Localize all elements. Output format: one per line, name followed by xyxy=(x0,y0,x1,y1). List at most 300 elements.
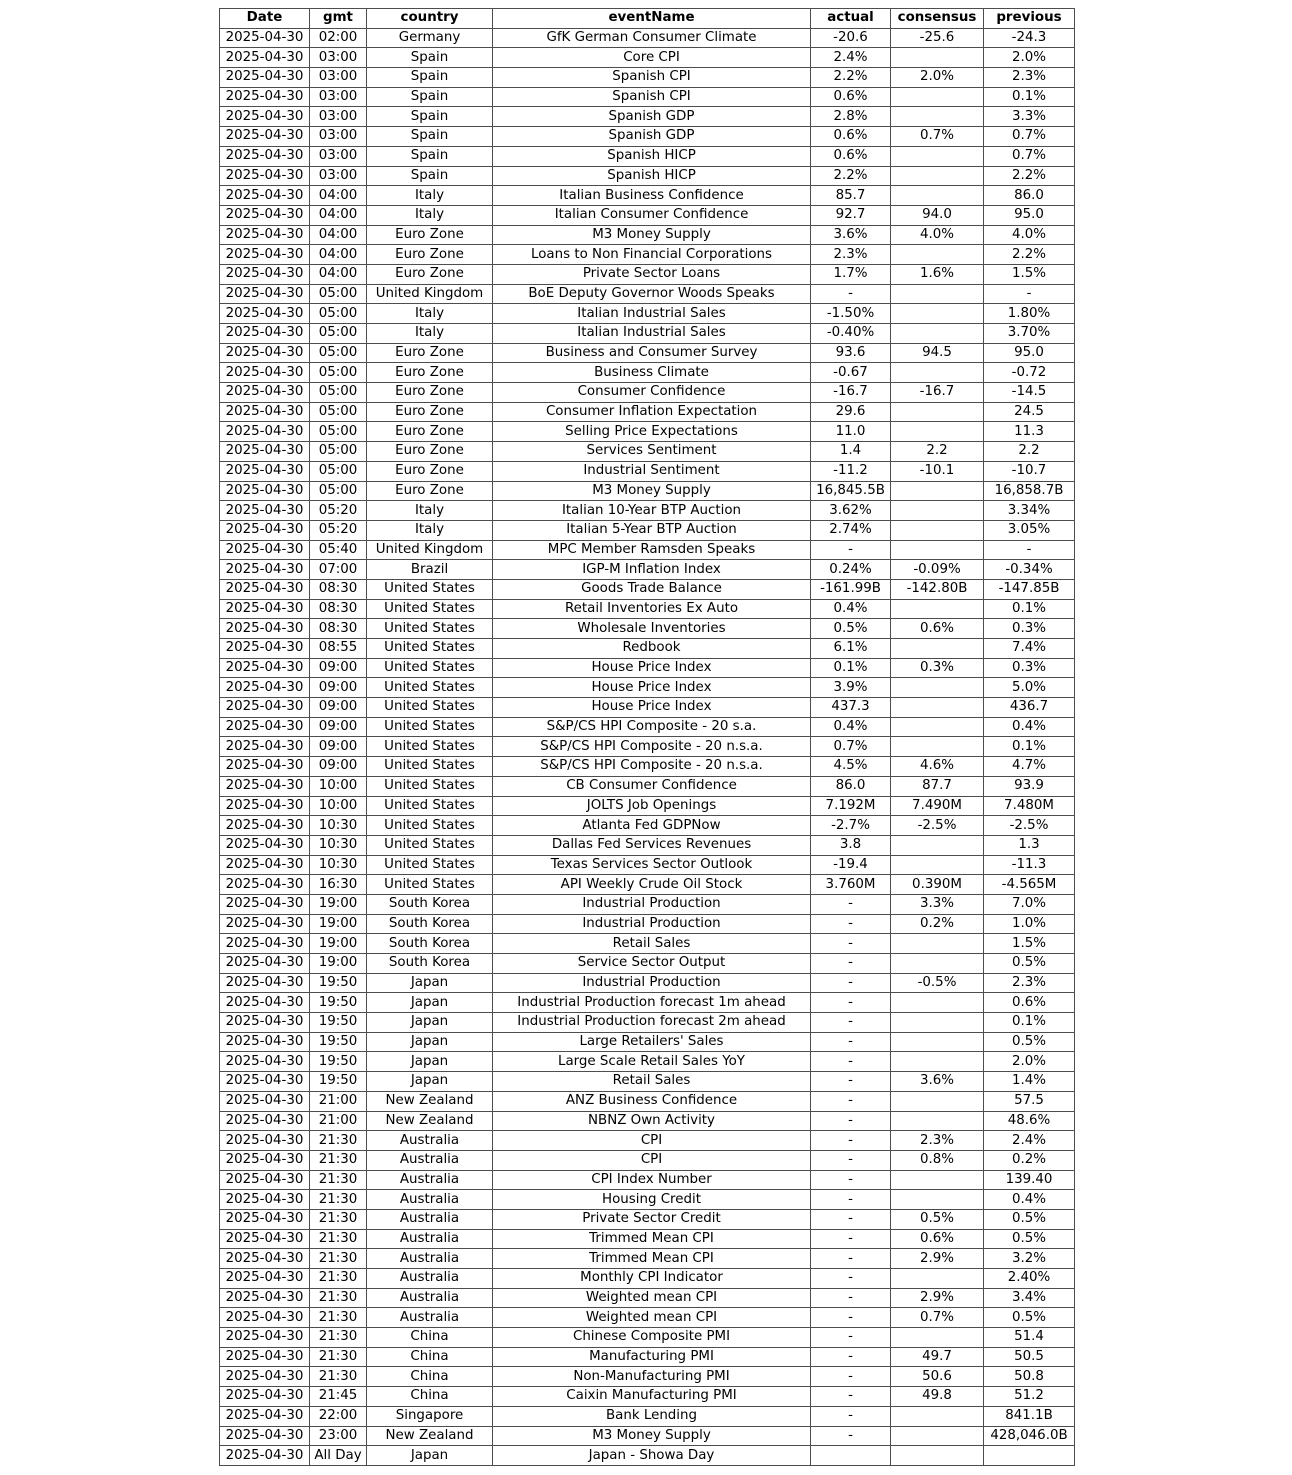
consensus-cell xyxy=(891,1446,984,1466)
gmt-cell: 05:20 xyxy=(310,520,367,540)
table-row xyxy=(220,324,1075,344)
previous-cell: 11.3 xyxy=(984,422,1075,442)
previous-cell: 0.5% xyxy=(984,1308,1075,1328)
previous-cell: 2.0% xyxy=(984,48,1075,68)
country-cell: Japan xyxy=(367,1013,493,1033)
previous-cell: 7.480M xyxy=(984,796,1075,816)
consensus-cell xyxy=(891,146,984,166)
header-actual: actual xyxy=(811,9,891,29)
table-row xyxy=(220,225,1075,245)
country-cell: South Korea xyxy=(367,914,493,934)
country-cell: Spain xyxy=(367,68,493,88)
actual-cell: - xyxy=(811,1052,891,1072)
event-name-cell: CPI xyxy=(493,1131,811,1151)
previous-cell: -11.3 xyxy=(984,855,1075,875)
event-name-cell: Spanish HICP xyxy=(493,166,811,186)
event-name-cell: M3 Money Supply xyxy=(493,481,811,501)
gmt-cell: 05:00 xyxy=(310,461,367,481)
country-cell: South Korea xyxy=(367,954,493,974)
gmt-cell: 05:00 xyxy=(310,343,367,363)
date-cell: 2025-04-30 xyxy=(220,835,310,855)
consensus-cell xyxy=(891,1032,984,1052)
gmt-cell: 07:00 xyxy=(310,560,367,580)
table-row xyxy=(220,776,1075,796)
table-row xyxy=(220,1288,1075,1308)
event-name-cell: Retail Sales xyxy=(493,1072,811,1092)
actual-cell: - xyxy=(811,1269,891,1289)
consensus-cell xyxy=(891,1426,984,1446)
table-row xyxy=(220,698,1075,718)
table-row xyxy=(220,107,1075,127)
country-cell: Germany xyxy=(367,28,493,48)
actual-cell: 29.6 xyxy=(811,402,891,422)
event-name-cell: IGP-M Inflation Index xyxy=(493,560,811,580)
gmt-cell: 21:45 xyxy=(310,1387,367,1407)
gmt-cell: 03:00 xyxy=(310,146,367,166)
actual-cell: 3.62% xyxy=(811,501,891,521)
event-name-cell: Non-Manufacturing PMI xyxy=(493,1367,811,1387)
date-cell: 2025-04-30 xyxy=(220,757,310,777)
date-cell: 2025-04-30 xyxy=(220,166,310,186)
actual-cell: - xyxy=(811,973,891,993)
gmt-cell: 05:00 xyxy=(310,402,367,422)
country-cell: United States xyxy=(367,855,493,875)
consensus-cell: 50.6 xyxy=(891,1367,984,1387)
table-row xyxy=(220,599,1075,619)
actual-cell: - xyxy=(811,1170,891,1190)
consensus-cell: 7.490M xyxy=(891,796,984,816)
event-name-cell: Private Sector Loans xyxy=(493,264,811,284)
consensus-cell xyxy=(891,304,984,324)
consensus-cell: 0.7% xyxy=(891,127,984,147)
actual-cell: - xyxy=(811,1229,891,1249)
event-name-cell: API Weekly Crude Oil Stock xyxy=(493,875,811,895)
table-row xyxy=(220,894,1075,914)
date-cell: 2025-04-30 xyxy=(220,658,310,678)
event-name-cell: Service Sector Output xyxy=(493,954,811,974)
country-cell: Spain xyxy=(367,166,493,186)
gmt-cell: All Day xyxy=(310,1446,367,1466)
actual-cell: 11.0 xyxy=(811,422,891,442)
country-cell: Italy xyxy=(367,324,493,344)
event-name-cell: CPI xyxy=(493,1150,811,1170)
consensus-cell xyxy=(891,698,984,718)
consensus-cell xyxy=(891,1052,984,1072)
actual-cell: 1.7% xyxy=(811,264,891,284)
table-row xyxy=(220,757,1075,777)
country-cell: United States xyxy=(367,717,493,737)
date-cell: 2025-04-30 xyxy=(220,481,310,501)
date-cell: 2025-04-30 xyxy=(220,186,310,206)
gmt-cell: 19:00 xyxy=(310,914,367,934)
event-name-cell: Industrial Production xyxy=(493,894,811,914)
country-cell: Japan xyxy=(367,993,493,1013)
date-cell: 2025-04-30 xyxy=(220,520,310,540)
previous-cell: 0.2% xyxy=(984,1150,1075,1170)
country-cell: United States xyxy=(367,875,493,895)
gmt-cell: 05:00 xyxy=(310,442,367,462)
gmt-cell: 09:00 xyxy=(310,698,367,718)
gmt-cell: 03:00 xyxy=(310,127,367,147)
date-cell: 2025-04-30 xyxy=(220,973,310,993)
event-name-cell: Italian 10-Year BTP Auction xyxy=(493,501,811,521)
previous-cell: 4.7% xyxy=(984,757,1075,777)
table-row xyxy=(220,363,1075,383)
consensus-cell: 0.8% xyxy=(891,1150,984,1170)
previous-cell: 3.2% xyxy=(984,1249,1075,1269)
table-row xyxy=(220,245,1075,265)
date-cell: 2025-04-30 xyxy=(220,1170,310,1190)
date-cell: 2025-04-30 xyxy=(220,1131,310,1151)
table-row xyxy=(220,934,1075,954)
table-row xyxy=(220,1308,1075,1328)
table-row xyxy=(220,579,1075,599)
event-name-cell: Dallas Fed Services Revenues xyxy=(493,835,811,855)
actual-cell: - xyxy=(811,1426,891,1446)
country-cell: United States xyxy=(367,639,493,659)
date-cell: 2025-04-30 xyxy=(220,619,310,639)
table-row xyxy=(220,678,1075,698)
table-row xyxy=(220,284,1075,304)
actual-cell: 85.7 xyxy=(811,186,891,206)
gmt-cell: 09:00 xyxy=(310,658,367,678)
country-cell: United States xyxy=(367,579,493,599)
previous-cell: 428,046.0B xyxy=(984,1426,1075,1446)
actual-cell: -2.7% xyxy=(811,816,891,836)
country-cell: South Korea xyxy=(367,894,493,914)
consensus-cell xyxy=(891,1091,984,1111)
date-cell: 2025-04-30 xyxy=(220,1367,310,1387)
country-cell: Japan xyxy=(367,1446,493,1466)
consensus-cell: 87.7 xyxy=(891,776,984,796)
event-name-cell: GfK German Consumer Climate xyxy=(493,28,811,48)
gmt-cell: 21:30 xyxy=(310,1249,367,1269)
actual-cell: - xyxy=(811,1150,891,1170)
date-cell: 2025-04-30 xyxy=(220,304,310,324)
actual-cell: - xyxy=(811,934,891,954)
date-cell: 2025-04-30 xyxy=(220,225,310,245)
country-cell: Spain xyxy=(367,87,493,107)
event-name-cell: NBNZ Own Activity xyxy=(493,1111,811,1131)
header-previous: previous xyxy=(984,9,1075,29)
table-row xyxy=(220,127,1075,147)
gmt-cell: 21:30 xyxy=(310,1308,367,1328)
table-row xyxy=(220,28,1075,48)
actual-cell: - xyxy=(811,1367,891,1387)
gmt-cell: 23:00 xyxy=(310,1426,367,1446)
table-row xyxy=(220,1269,1075,1289)
date-cell: 2025-04-30 xyxy=(220,560,310,580)
consensus-cell: 94.5 xyxy=(891,343,984,363)
country-cell: Spain xyxy=(367,107,493,127)
date-cell: 2025-04-30 xyxy=(220,954,310,974)
actual-cell: -161.99B xyxy=(811,579,891,599)
previous-cell: -10.7 xyxy=(984,461,1075,481)
gmt-cell: 03:00 xyxy=(310,48,367,68)
date-cell: 2025-04-30 xyxy=(220,205,310,225)
event-name-cell: M3 Money Supply xyxy=(493,225,811,245)
event-name-cell: Bank Lending xyxy=(493,1406,811,1426)
actual-cell: -1.50% xyxy=(811,304,891,324)
consensus-cell: 0.7% xyxy=(891,1308,984,1328)
gmt-cell: 04:00 xyxy=(310,245,367,265)
actual-cell: 2.2% xyxy=(811,166,891,186)
gmt-cell: 03:00 xyxy=(310,166,367,186)
table-row xyxy=(220,186,1075,206)
consensus-cell xyxy=(891,186,984,206)
previous-cell: 1.80% xyxy=(984,304,1075,324)
table-row xyxy=(220,1328,1075,1348)
previous-cell: 0.1% xyxy=(984,1013,1075,1033)
country-cell: United States xyxy=(367,757,493,777)
date-cell: 2025-04-30 xyxy=(220,127,310,147)
consensus-cell xyxy=(891,934,984,954)
event-name-cell: Weighted mean CPI xyxy=(493,1308,811,1328)
previous-cell: 7.0% xyxy=(984,894,1075,914)
table-row xyxy=(220,993,1075,1013)
country-cell: Australia xyxy=(367,1269,493,1289)
date-cell: 2025-04-30 xyxy=(220,894,310,914)
header-event-name: eventName xyxy=(493,9,811,29)
date-cell: 2025-04-30 xyxy=(220,1249,310,1269)
table-row xyxy=(220,1170,1075,1190)
country-cell: New Zealand xyxy=(367,1111,493,1131)
actual-cell: 2.2% xyxy=(811,68,891,88)
actual-cell: 6.1% xyxy=(811,639,891,659)
event-name-cell: Business and Consumer Survey xyxy=(493,343,811,363)
previous-cell: -0.34% xyxy=(984,560,1075,580)
date-cell: 2025-04-30 xyxy=(220,442,310,462)
gmt-cell: 21:30 xyxy=(310,1131,367,1151)
country-cell: Euro Zone xyxy=(367,442,493,462)
gmt-cell: 08:30 xyxy=(310,599,367,619)
country-cell: Singapore xyxy=(367,1406,493,1426)
date-cell: 2025-04-30 xyxy=(220,540,310,560)
event-name-cell: Selling Price Expectations xyxy=(493,422,811,442)
previous-cell: 24.5 xyxy=(984,402,1075,422)
consensus-cell: 49.7 xyxy=(891,1347,984,1367)
country-cell: Australia xyxy=(367,1288,493,1308)
date-cell: 2025-04-30 xyxy=(220,402,310,422)
table-row xyxy=(220,954,1075,974)
consensus-cell xyxy=(891,107,984,127)
gmt-cell: 19:50 xyxy=(310,1052,367,1072)
previous-cell: 0.3% xyxy=(984,658,1075,678)
previous-cell: 1.4% xyxy=(984,1072,1075,1092)
table-row xyxy=(220,1150,1075,1170)
previous-cell: 95.0 xyxy=(984,205,1075,225)
table-row xyxy=(220,658,1075,678)
consensus-cell xyxy=(891,540,984,560)
date-cell: 2025-04-30 xyxy=(220,87,310,107)
previous-cell: 4.0% xyxy=(984,225,1075,245)
previous-cell: 1.5% xyxy=(984,264,1075,284)
date-cell: 2025-04-30 xyxy=(220,776,310,796)
country-cell: Italy xyxy=(367,520,493,540)
country-cell: South Korea xyxy=(367,934,493,954)
country-cell: United States xyxy=(367,816,493,836)
event-name-cell: Redbook xyxy=(493,639,811,659)
date-cell: 2025-04-30 xyxy=(220,324,310,344)
previous-cell: 0.3% xyxy=(984,619,1075,639)
gmt-cell: 05:00 xyxy=(310,481,367,501)
gmt-cell: 10:00 xyxy=(310,796,367,816)
actual-cell: -0.40% xyxy=(811,324,891,344)
country-cell: Italy xyxy=(367,205,493,225)
gmt-cell: 03:00 xyxy=(310,107,367,127)
previous-cell: 3.3% xyxy=(984,107,1075,127)
event-name-cell: Retail Inventories Ex Auto xyxy=(493,599,811,619)
event-name-cell: Italian Consumer Confidence xyxy=(493,205,811,225)
country-cell: United States xyxy=(367,796,493,816)
gmt-cell: 05:20 xyxy=(310,501,367,521)
gmt-cell: 19:50 xyxy=(310,993,367,1013)
date-cell: 2025-04-30 xyxy=(220,28,310,48)
previous-cell: 48.6% xyxy=(984,1111,1075,1131)
gmt-cell: 04:00 xyxy=(310,264,367,284)
table-row xyxy=(220,1091,1075,1111)
date-cell: 2025-04-30 xyxy=(220,1072,310,1092)
previous-cell: 139.40 xyxy=(984,1170,1075,1190)
gmt-cell: 08:55 xyxy=(310,639,367,659)
consensus-cell xyxy=(891,324,984,344)
previous-cell: - xyxy=(984,284,1075,304)
country-cell: Spain xyxy=(367,127,493,147)
gmt-cell: 04:00 xyxy=(310,225,367,245)
previous-cell: 1.0% xyxy=(984,914,1075,934)
gmt-cell: 09:00 xyxy=(310,757,367,777)
date-cell: 2025-04-30 xyxy=(220,639,310,659)
actual-cell: - xyxy=(811,1091,891,1111)
country-cell: China xyxy=(367,1387,493,1407)
event-name-cell: Goods Trade Balance xyxy=(493,579,811,599)
actual-cell: - xyxy=(811,1308,891,1328)
date-cell: 2025-04-30 xyxy=(220,1013,310,1033)
country-cell: Australia xyxy=(367,1209,493,1229)
gmt-cell: 19:50 xyxy=(310,1072,367,1092)
previous-cell: 0.4% xyxy=(984,717,1075,737)
consensus-cell xyxy=(891,422,984,442)
gmt-cell: 21:30 xyxy=(310,1170,367,1190)
table-row xyxy=(220,855,1075,875)
consensus-cell: 3.3% xyxy=(891,894,984,914)
table-row xyxy=(220,422,1075,442)
country-cell: China xyxy=(367,1347,493,1367)
actual-cell: - xyxy=(811,1387,891,1407)
actual-cell: 0.4% xyxy=(811,717,891,737)
gmt-cell: 03:00 xyxy=(310,68,367,88)
previous-cell: 0.1% xyxy=(984,737,1075,757)
consensus-cell: 2.2 xyxy=(891,442,984,462)
actual-cell: - xyxy=(811,993,891,1013)
consensus-cell xyxy=(891,1013,984,1033)
previous-cell: 0.5% xyxy=(984,1209,1075,1229)
table-row xyxy=(220,816,1075,836)
previous-cell: 0.7% xyxy=(984,146,1075,166)
previous-cell: 86.0 xyxy=(984,186,1075,206)
actual-cell: 0.5% xyxy=(811,619,891,639)
gmt-cell: 10:30 xyxy=(310,816,367,836)
gmt-cell: 21:30 xyxy=(310,1269,367,1289)
actual-cell: - xyxy=(811,1249,891,1269)
actual-cell: 0.6% xyxy=(811,87,891,107)
date-cell: 2025-04-30 xyxy=(220,501,310,521)
event-name-cell: Wholesale Inventories xyxy=(493,619,811,639)
event-name-cell: Private Sector Credit xyxy=(493,1209,811,1229)
gmt-cell: 05:00 xyxy=(310,363,367,383)
consensus-cell xyxy=(891,678,984,698)
consensus-cell xyxy=(891,1170,984,1190)
actual-cell: 2.74% xyxy=(811,520,891,540)
previous-cell: 0.5% xyxy=(984,954,1075,974)
consensus-cell: 0.5% xyxy=(891,1209,984,1229)
previous-cell: 2.3% xyxy=(984,68,1075,88)
event-name-cell: Trimmed Mean CPI xyxy=(493,1229,811,1249)
previous-cell: 2.2 xyxy=(984,442,1075,462)
country-cell: New Zealand xyxy=(367,1091,493,1111)
country-cell: Australia xyxy=(367,1150,493,1170)
previous-cell: 2.4% xyxy=(984,1131,1075,1151)
actual-cell: 3.760M xyxy=(811,875,891,895)
consensus-cell xyxy=(891,520,984,540)
gmt-cell: 19:00 xyxy=(310,954,367,974)
country-cell: Australia xyxy=(367,1249,493,1269)
gmt-cell: 03:00 xyxy=(310,87,367,107)
date-cell: 2025-04-30 xyxy=(220,1111,310,1131)
gmt-cell: 08:30 xyxy=(310,579,367,599)
previous-cell: 95.0 xyxy=(984,343,1075,363)
consensus-cell xyxy=(891,402,984,422)
country-cell: Italy xyxy=(367,186,493,206)
country-cell: United States xyxy=(367,658,493,678)
gmt-cell: 05:00 xyxy=(310,324,367,344)
previous-cell: -24.3 xyxy=(984,28,1075,48)
event-name-cell: Japan - Showa Day xyxy=(493,1446,811,1466)
event-name-cell: House Price Index xyxy=(493,678,811,698)
consensus-cell: -0.5% xyxy=(891,973,984,993)
consensus-cell: -16.7 xyxy=(891,383,984,403)
date-cell: 2025-04-30 xyxy=(220,934,310,954)
event-name-cell: Large Retailers' Sales xyxy=(493,1032,811,1052)
country-cell: United Kingdom xyxy=(367,284,493,304)
event-name-cell: Manufacturing PMI xyxy=(493,1347,811,1367)
previous-cell: -4.565M xyxy=(984,875,1075,895)
gmt-cell: 04:00 xyxy=(310,186,367,206)
previous-cell: 0.1% xyxy=(984,87,1075,107)
event-name-cell: Chinese Composite PMI xyxy=(493,1328,811,1348)
table-row xyxy=(220,520,1075,540)
previous-cell: -147.85B xyxy=(984,579,1075,599)
country-cell: Australia xyxy=(367,1308,493,1328)
consensus-cell xyxy=(891,993,984,1013)
country-cell: Italy xyxy=(367,304,493,324)
date-cell: 2025-04-30 xyxy=(220,1426,310,1446)
country-cell: Brazil xyxy=(367,560,493,580)
consensus-cell xyxy=(891,1111,984,1131)
gmt-cell: 19:00 xyxy=(310,894,367,914)
previous-cell: 50.8 xyxy=(984,1367,1075,1387)
consensus-cell: -0.09% xyxy=(891,560,984,580)
gmt-cell: 05:00 xyxy=(310,304,367,324)
header-gmt: gmt xyxy=(310,9,367,29)
table-row xyxy=(220,1347,1075,1367)
previous-cell: 5.0% xyxy=(984,678,1075,698)
country-cell: Japan xyxy=(367,1052,493,1072)
date-cell: 2025-04-30 xyxy=(220,245,310,265)
event-name-cell: Monthly CPI Indicator xyxy=(493,1269,811,1289)
country-cell: United States xyxy=(367,698,493,718)
event-name-cell: Spanish GDP xyxy=(493,107,811,127)
